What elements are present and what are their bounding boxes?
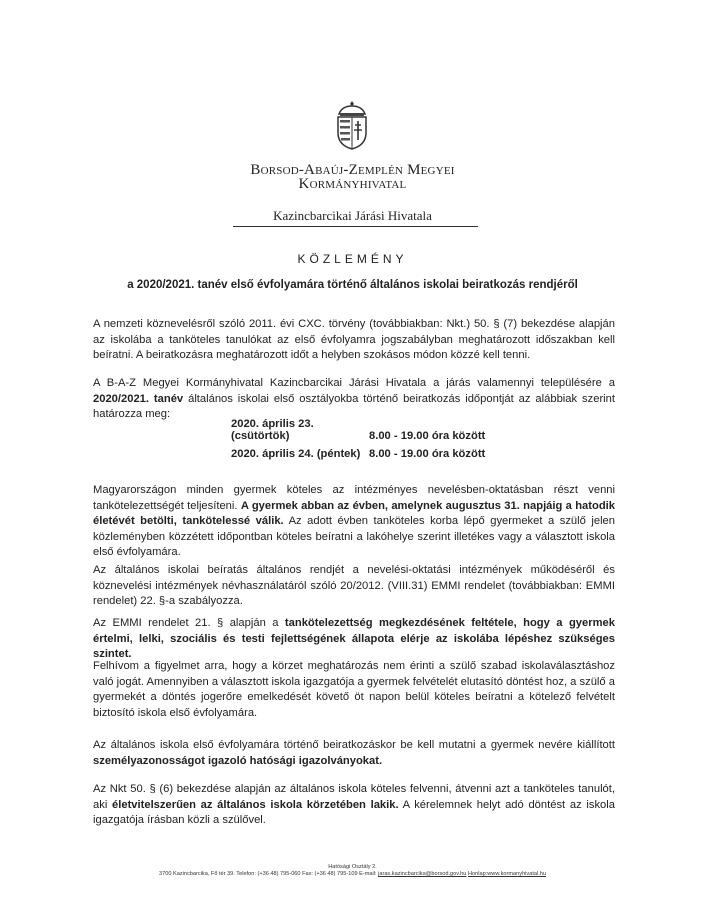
bold-text: tankötelezettség megkezdésének feltétele, hogy a gyermek értelmi, lelki, szociális és testi fejlettségének állapota elérje az iskolába lépéshez szükséges szintet.	[93, 617, 615, 660]
paragraph-6: Felhívom a figyelmet arra, hogy a körzet meghatározás nem érinti a szülő szabad iskolaválasztáshoz való jogát. Amennyiben a választott iskola igazgatója a gyermek felvételét elutasító döntést hoz, a szülő a gyermekét a döntés jogerőre emelkedését követő öt napon belül köteles beíratni a kötelező felvételt biztosító iskola első évfolyamára.	[93, 660, 615, 719]
paragraph-1: A nemzeti köznevelésről szóló 2011. évi CXC. törvény (továbbiakban: Nkt.) 50. § (7) bekezdése alapján az iskolába a tanköteles tanulókat az első évfolyamra jogszabályban meghatározott időszakban kell beíratni. A beiratkozásra meghatározott időt a helyben szokásos módon közzé kell tenni.	[93, 318, 615, 361]
footer-contact	[0, 871, 705, 877]
paragraph-8	[93, 782, 615, 829]
text: Az adott évben tanköteles korba lépő gyermeket a szülő jelen közleményben közzétett időpontban köteles beíratni a lakóhelye szerint illetékes vagy a választott iskola első évfolyamára.	[93, 515, 615, 558]
text: A B-A-Z Megyei Kormányhivatal Kazincbarcikai Járási Hivatala a járás valamennyi településére a	[93, 377, 615, 389]
bold-text: 2020/2021. tanév	[93, 392, 184, 405]
text: általános iskolai első osztályokba történő beiratkozás időpontját az alábbiak szerint határozza meg:	[93, 392, 615, 420]
footer-web-link[interactable]: www.kormanyhivatal.hu	[487, 871, 547, 877]
org-name-line2: Kormányhivatal	[298, 176, 407, 192]
paragraph-2	[93, 376, 615, 423]
date-row-2	[231, 448, 485, 460]
footer-address: 3700 Kazincbarcika, Fő tér 39. Telefon: (+36 48) 795-060 Fax: (+36 48) 795-109 E-mail:	[158, 871, 379, 877]
paragraph-7	[93, 738, 615, 769]
time: 8.00 - 19.00 óra között	[369, 430, 486, 442]
footer-web-label: Honlap:	[467, 871, 488, 877]
office-name: Kazincbarcikai Járási Hivatala	[273, 208, 432, 223]
document-subtitle: a 2020/2021. tanév első évfolyamára történő általános iskolai beiratkozás rendjéről	[127, 279, 578, 291]
header-divider	[233, 226, 478, 227]
text: Az EMMI rendelet 21. § alapján a	[93, 617, 285, 629]
paragraph-3	[93, 483, 615, 561]
text: A kérelemnek helyt adó döntést az iskola igazgatója írásban közli a szülővel.	[93, 798, 615, 826]
bold-text: életvitelszerűen az általános iskola körzetében lakik.	[112, 798, 399, 811]
bold-text: személyazonosságot igazoló hatósági igazolványokat.	[93, 754, 383, 767]
paragraph-5	[93, 616, 615, 663]
text: Az Nkt 50. § (6) bekezdése alapján az általános iskola köteles felvenni, átvenni azt a tanköteles tanulót, aki	[93, 783, 615, 811]
time: 8.00 - 19.00 óra között	[369, 448, 486, 460]
footer-department: Hatósági Osztály 2.	[328, 864, 377, 870]
paragraph-4: Az általános iskolai beíratás általános rendjét a nevelési-oktatási intézmények működéséről és köznevelési intézmények névhasználatáról szóló 20/2012. (VIII.31) EMMI rendelet (továbbiakban: EMMI rendelet) 22. §-a szabályozza.	[93, 564, 615, 607]
text: Magyarországon minden gyermek köteles az intézményes nevelésben-oktatásban részt venni tankötelezettségét teljesíteni.	[93, 484, 615, 512]
document-title: KÖZLEMÉNY	[297, 252, 408, 266]
footer-email-link[interactable]: jaras.kazincbarcika@borsod.gov.hu	[378, 871, 467, 877]
bold-text: A gyermek abban az évben, amelynek augusztus 31. napjáig a hatodik életévét betölti, tankötelessé válik.	[93, 499, 615, 527]
date-row-1	[231, 418, 485, 442]
text: Az általános iskola első évfolyamára történő beiratkozáskor be kell mutatni a gyermek nevére kiállított	[93, 739, 615, 751]
org-name-line1: Borsod-Abaúj-Zemplén Megyei	[250, 162, 455, 178]
date: 2020. április 24. (péntek)	[231, 448, 361, 460]
coat-of-arms-icon	[333, 100, 371, 150]
date: 2020. április 23. (csütörtök)	[231, 418, 314, 442]
